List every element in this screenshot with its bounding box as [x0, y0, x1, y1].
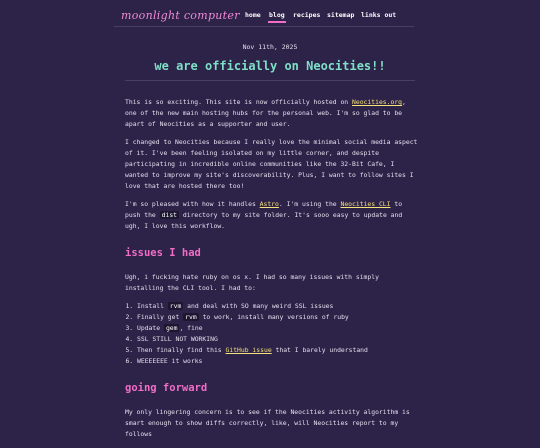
code-rvm: rvm: [185, 313, 197, 322]
list-item: [137, 312, 420, 323]
nav-recipes[interactable]: recipes: [293, 11, 321, 19]
paragraph-ruby: Ugh, i fucking hate ruby on os x. I had so many issues with simply installing the CLI tool. I had to:: [125, 272, 379, 292]
code-dist: dist: [161, 211, 178, 220]
link-astro[interactable]: Astro: [259, 200, 279, 209]
text: Finally get: [137, 313, 184, 322]
text: directory to my site folder. It's sooo easy to update and ugh, I love this workflow.: [125, 211, 403, 230]
paragraph-why: [125, 137, 420, 191]
post-content: [125, 97, 420, 448]
text: This is so exciting. This site is now officially hosted on: [125, 98, 353, 106]
post-title: we are officially on Neocities!!: [154, 59, 386, 73]
text: and deal with SO many weird SSL issues: [183, 302, 334, 311]
list-item: [137, 301, 420, 312]
text: I changed to Neocities because I really love the minimal social media aspect of it. I've been feeling isolated on my little corner, and despite participating in incredible online communities like the 32-Bit Cafe, I wanted to improve my site's discoverability. Plus, I want to follow sites I love that are hosted there too!: [125, 138, 418, 190]
text: , one of the new main hosting hubs for the personal web. I'm so glad to be apart of Neocities as a supporter and user.: [125, 98, 406, 128]
list-item: [137, 345, 420, 356]
title-divider: [125, 80, 415, 81]
link-neocities[interactable]: Neocities.org: [352, 98, 403, 106]
list-item: 4. SSL STILL NOT WORKING: [137, 334, 420, 345]
site-logo[interactable]: moonlight computer: [121, 9, 240, 22]
site-header: [114, 0, 414, 27]
text: Install: [137, 302, 168, 311]
heading-going-forward: going forward: [125, 382, 208, 395]
code-gem: gem: [165, 324, 178, 333]
nav-home[interactable]: home: [245, 11, 261, 19]
issues-list: [125, 301, 420, 367]
link-github-issue[interactable]: GitHub issue: [225, 346, 272, 355]
text: to work, install many versions of ruby: [198, 313, 349, 322]
text: I'm so pleased with how it handles: [125, 200, 260, 209]
paragraph-concern: My only lingering concern is to see if the Neocities activity algorithm is smart enough to show diffs correctly, like, will Neocities report to my follows: [125, 408, 410, 438]
nav-blog[interactable]: blog: [269, 11, 285, 19]
list-item: [137, 323, 420, 334]
code-rvm: rvm: [169, 302, 182, 311]
text: . I'm using the: [278, 200, 341, 209]
nav-sitemap[interactable]: sitemap: [327, 11, 355, 19]
nav-links-out[interactable]: links out: [361, 11, 397, 19]
text: that I barely understand: [271, 346, 368, 355]
paragraph-intro: [125, 97, 420, 129]
heading-issues: issues I had: [125, 246, 201, 259]
text: to push the: [125, 200, 403, 220]
link-neocities-cli[interactable]: Neocities CLI: [340, 200, 391, 209]
paragraph-astro: [125, 199, 420, 231]
text: Update: [137, 324, 164, 333]
list-item: 6. WEEEEEEE it works: [137, 356, 420, 367]
text: Then finally find this: [137, 346, 226, 355]
text: , fine: [179, 324, 203, 333]
post-date: Nov 11th, 2025: [242, 43, 298, 51]
